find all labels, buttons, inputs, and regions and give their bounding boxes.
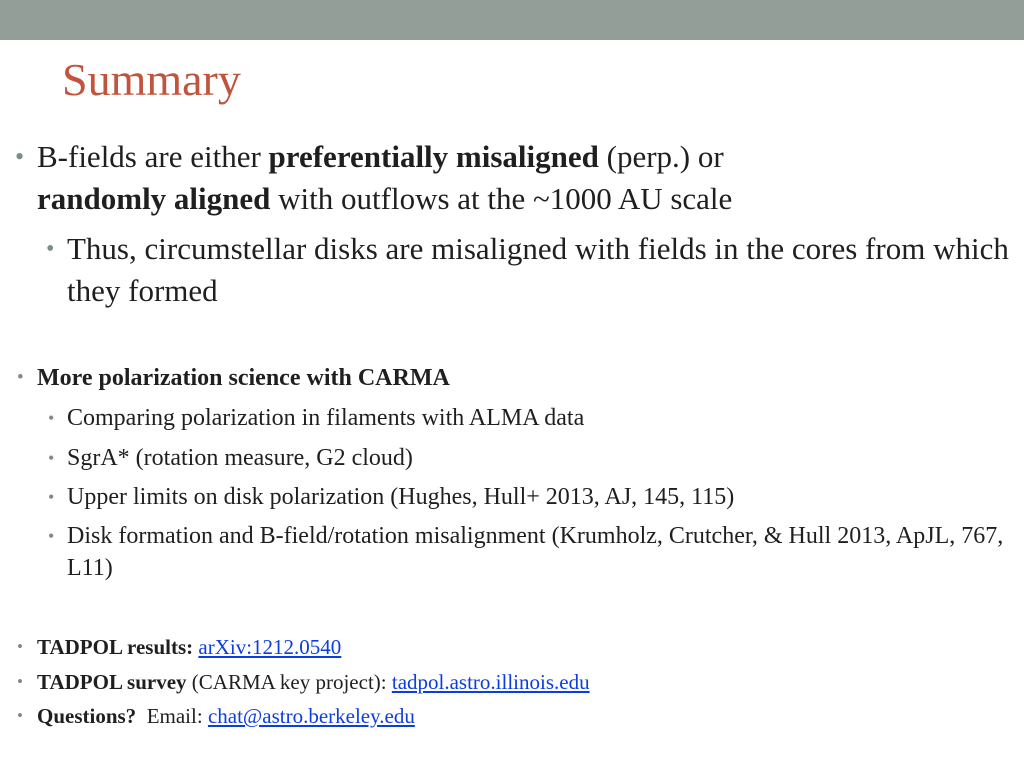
tadpol-website-link[interactable]: tadpol.astro.illinois.edu xyxy=(391,670,590,694)
tadpol-results-label: TADPOL results: xyxy=(37,635,194,659)
bullet-dot-icon: • xyxy=(46,236,55,262)
tadpol-survey-text: (CARMA key project): xyxy=(186,670,392,694)
subbullet-upper-limits xyxy=(48,481,1007,513)
bullet-dot-icon: • xyxy=(48,408,55,428)
subbullet-disk-formation xyxy=(48,520,1007,584)
bullet-tadpol-survey xyxy=(17,667,997,697)
subbullet-disk-formation-text: Disk formation and B-field/rotation misalignment (Krumholz, Crutcher, & Hull 2013, ApJL, 767, L11) xyxy=(67,523,1004,581)
bullet-tadpol-results xyxy=(17,632,997,662)
subbullet-disks xyxy=(46,228,1012,312)
bfields-text-1: B-fields are either xyxy=(37,139,269,174)
bullet-dot-icon: • xyxy=(17,672,23,691)
bullet-bfields xyxy=(15,136,997,220)
bullet-carma xyxy=(17,362,997,394)
subbullet-sgra xyxy=(48,442,1007,474)
bullet-dot-icon: • xyxy=(48,526,55,546)
top-bar xyxy=(0,0,1024,40)
subbullet-filaments-text: Comparing polarization in filaments with ALMA data xyxy=(67,405,585,431)
bfields-bold-misaligned: preferentially misaligned xyxy=(268,139,599,174)
questions-text: Email: xyxy=(136,704,208,728)
bfields-bold-random: randomly aligned xyxy=(37,181,271,216)
slide-title: Summary xyxy=(62,54,241,105)
email-link[interactable]: chat@astro.berkeley.edu xyxy=(207,704,415,728)
bullet-dot-icon: • xyxy=(48,487,55,507)
bullet-carma-text: More polarization science with CARMA xyxy=(37,365,450,391)
bfields-text-3: with outflows at the ~1000 AU scale xyxy=(270,181,733,216)
bullet-dot-icon: • xyxy=(17,637,23,656)
bullet-dot-icon: • xyxy=(15,142,25,171)
bullet-dot-icon: • xyxy=(17,706,23,725)
tadpol-survey-label: TADPOL survey xyxy=(37,670,187,694)
arxiv-link[interactable]: arXiv:1212.0540 xyxy=(198,635,342,659)
bullet-dot-icon: • xyxy=(17,367,24,388)
subbullet-disks-text: Thus, circumstellar disks are misaligned with fields in the cores from which they formed xyxy=(67,231,1009,308)
bullet-dot-icon: • xyxy=(48,448,55,468)
subbullet-filaments xyxy=(48,402,1007,434)
subbullet-upper-limits-text: Upper limits on disk polarization (Hughes, Hull+ 2013, AJ, 145, 115) xyxy=(67,484,735,510)
bfields-text-2: (perp.) or xyxy=(598,139,724,174)
subbullet-sgra-text: SgrA* (rotation measure, G2 cloud) xyxy=(67,445,413,471)
bullet-questions xyxy=(17,701,997,731)
questions-label: Questions? xyxy=(37,704,137,728)
